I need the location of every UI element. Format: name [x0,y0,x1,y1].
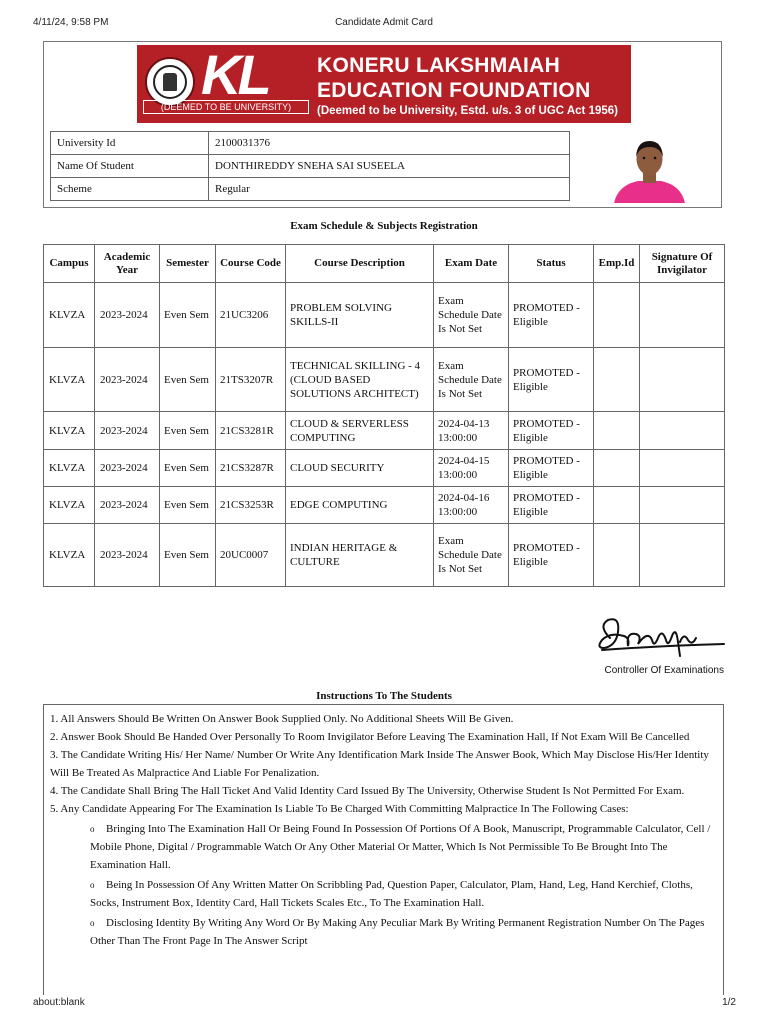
cell-emp-id [594,487,640,524]
bullet-icon: o [90,880,95,890]
exam-schedule-table [43,244,725,587]
table-row [44,524,725,587]
table-row [44,412,725,450]
cell-exam-date: 2024-04-16 13:00:00 [434,487,509,524]
cell-code: 21UC3206 [216,283,286,348]
organization-name [317,53,629,119]
cell-emp-id [594,412,640,450]
student-photo-icon [610,133,689,203]
info-label: Scheme [51,178,209,201]
instruction-item: 1. All Answers Should Be Written On Answer Book Supplied Only. No Additional Sheets Will Be Given. [50,713,514,725]
university-banner [137,45,631,123]
cell-year: 2023-2024 [95,487,160,524]
cell-description: CLOUD SECURITY [286,450,434,487]
info-value: Regular [209,178,570,201]
cell-semester: Even Sem [160,487,216,524]
cell-description: INDIAN HERITAGE & CULTURE [286,524,434,587]
cell-campus: KLVZA [44,412,95,450]
cell-campus: KLVZA [44,524,95,587]
col-header: Academic Year [95,245,160,283]
cell-exam-date: 2024-04-15 13:00:00 [434,450,509,487]
org-line-3: (Deemed to be University, Estd. u/s. 3 of UGC Act 1956) [317,105,618,117]
info-row [51,155,570,178]
cell-code: 21CS3253R [216,487,286,524]
cell-exam-date: 2024-04-13 13:00:00 [434,412,509,450]
page-number: 1/2 [722,997,736,1008]
cell-signature [640,412,725,450]
cell-status: PROMOTED - Eligible [509,412,594,450]
cell-campus: KLVZA [44,348,95,412]
cell-campus: KLVZA [44,450,95,487]
cell-semester: Even Sem [160,524,216,587]
cell-semester: Even Sem [160,283,216,348]
cell-status: PROMOTED - Eligible [509,348,594,412]
subitem-text: Disclosing Identity By Writing Any Word Or By Making Any Peculiar Mark By Writing Permanent Registration Number On The Pages Other Than The Front Page In The Answer Script [90,917,705,947]
cell-exam-date: Exam Schedule Date Is Not Set [434,524,509,587]
table-row [44,283,725,348]
student-photo [610,133,689,203]
cell-semester: Even Sem [160,450,216,487]
cell-signature [640,487,725,524]
kl-logo-icon: KL [201,45,268,106]
cell-code: 21CS3287R [216,450,286,487]
col-header: Exam Date [434,245,509,283]
cell-description: CLOUD & SERVERLESS COMPUTING [286,412,434,450]
cell-year: 2023-2024 [95,524,160,587]
instruction-subitem [90,820,717,874]
cell-semester: Even Sem [160,412,216,450]
cell-status: PROMOTED - Eligible [509,283,594,348]
cell-status: PROMOTED - Eligible [509,524,594,587]
schedule-title: Exam Schedule & Subjects Registration [290,220,478,232]
logo-strip-text: (DEEMED TO BE UNIVERSITY) [143,100,309,114]
col-header: Emp.Id [594,245,640,283]
info-value: DONTHIREDDY SNEHA SAI SUSEELA [209,155,570,178]
cell-status: PROMOTED - Eligible [509,487,594,524]
cell-exam-date: Exam Schedule Date Is Not Set [434,348,509,412]
cell-signature [640,450,725,487]
print-title: Candidate Admit Card [335,17,433,28]
instruction-item: 5. Any Candidate Appearing For The Examination Is Liable To Be Charged With Committing Malpractice In The Following Cases: [50,803,629,815]
cell-emp-id [594,283,640,348]
cell-status: PROMOTED - Eligible [509,450,594,487]
print-header [0,14,768,30]
cell-campus: KLVZA [44,283,95,348]
col-header: Status [509,245,594,283]
cell-exam-date: Exam Schedule Date Is Not Set [434,283,509,348]
info-value: 2100031376 [209,132,570,155]
student-info-table [50,131,570,201]
instruction-subitem [90,914,717,950]
cell-year: 2023-2024 [95,283,160,348]
table-row [44,487,725,524]
cell-emp-id [594,524,640,587]
info-row [51,178,570,201]
cell-emp-id [594,450,640,487]
cell-code: 21CS3281R [216,412,286,450]
print-url: about:blank [33,997,85,1008]
cell-year: 2023-2024 [95,450,160,487]
subitem-text: Being In Possession Of Any Written Matter On Scribbling Pad, Question Paper, Calculator, Plam, Hand, Leg, Hand Kerchief, Cloths, Socks, Instrument Box, Identity Card, Hall Tickets Scales Etc., To The Examination Hall. [90,879,693,909]
instructions-box [43,704,724,995]
info-label: University Id [51,132,209,155]
table-header-row [44,245,725,283]
instruction-item: 2. Answer Book Should Be Handed Over Personally To Room Invigilator Before Leaving The Examination Hall, If Not Exam Will Be Cancelled [50,731,690,743]
cell-signature [640,524,725,587]
cell-year: 2023-2024 [95,348,160,412]
instruction-subitem [90,876,717,912]
col-header: Signature Of Invigilator [640,245,725,283]
print-datetime: 4/11/24, 9:58 PM [33,17,109,28]
print-footer [0,995,768,1011]
controller-signature-icon [596,612,728,662]
instructions-title: Instructions To The Students [316,690,452,702]
org-line-2: EDUCATION FOUNDATION [317,79,591,102]
bullet-icon: o [90,824,95,834]
cell-campus: KLVZA [44,487,95,524]
cell-signature [640,283,725,348]
cell-code: 20UC0007 [216,524,286,587]
instruction-item: 4. The Candidate Shall Bring The Hall Ticket And Valid Identity Card Issued By The University, Otherwise Student Is Not Permitted For Exam. [50,785,685,797]
controller-of-examinations-label: Controller Of Examinations [604,665,724,676]
cell-description: EDGE COMPUTING [286,487,434,524]
cell-emp-id [594,348,640,412]
col-header: Course Code [216,245,286,283]
cell-year: 2023-2024 [95,412,160,450]
col-header: Course Description [286,245,434,283]
table-row [44,450,725,487]
org-line-1: KONERU LAKSHMAIAH [317,54,561,77]
bullet-icon: o [90,918,95,928]
subitem-text: Bringing Into The Examination Hall Or Being Found In Possession Of Portions Of A Book, Manuscript, Programmable Calculator, Cell / Mobile Phone, Digital / Programmable Watch Or Any Other Material Or Matter, Which Is Not Permissible To Be Brought Into The Examination Hall. [90,823,711,871]
info-label: Name Of Student [51,155,209,178]
cell-code: 21TS3207R [216,348,286,412]
cell-description: TECHNICAL SKILLING - 4 (CLOUD BASED SOLUTIONS ARCHITECT) [286,348,434,412]
col-header: Semester [160,245,216,283]
info-row [51,132,570,155]
cell-description: PROBLEM SOLVING SKILLS-II [286,283,434,348]
table-row [44,348,725,412]
cell-signature [640,348,725,412]
instruction-item: 3. The Candidate Writing His/ Her Name/ Number Or Write Any Identification Mark Inside The Answer Book, Which May Disclose His/Her Identity Will Be Treated As Malpractice And Liable For Penalization. [50,749,709,779]
col-header: Campus [44,245,95,283]
cell-semester: Even Sem [160,348,216,412]
